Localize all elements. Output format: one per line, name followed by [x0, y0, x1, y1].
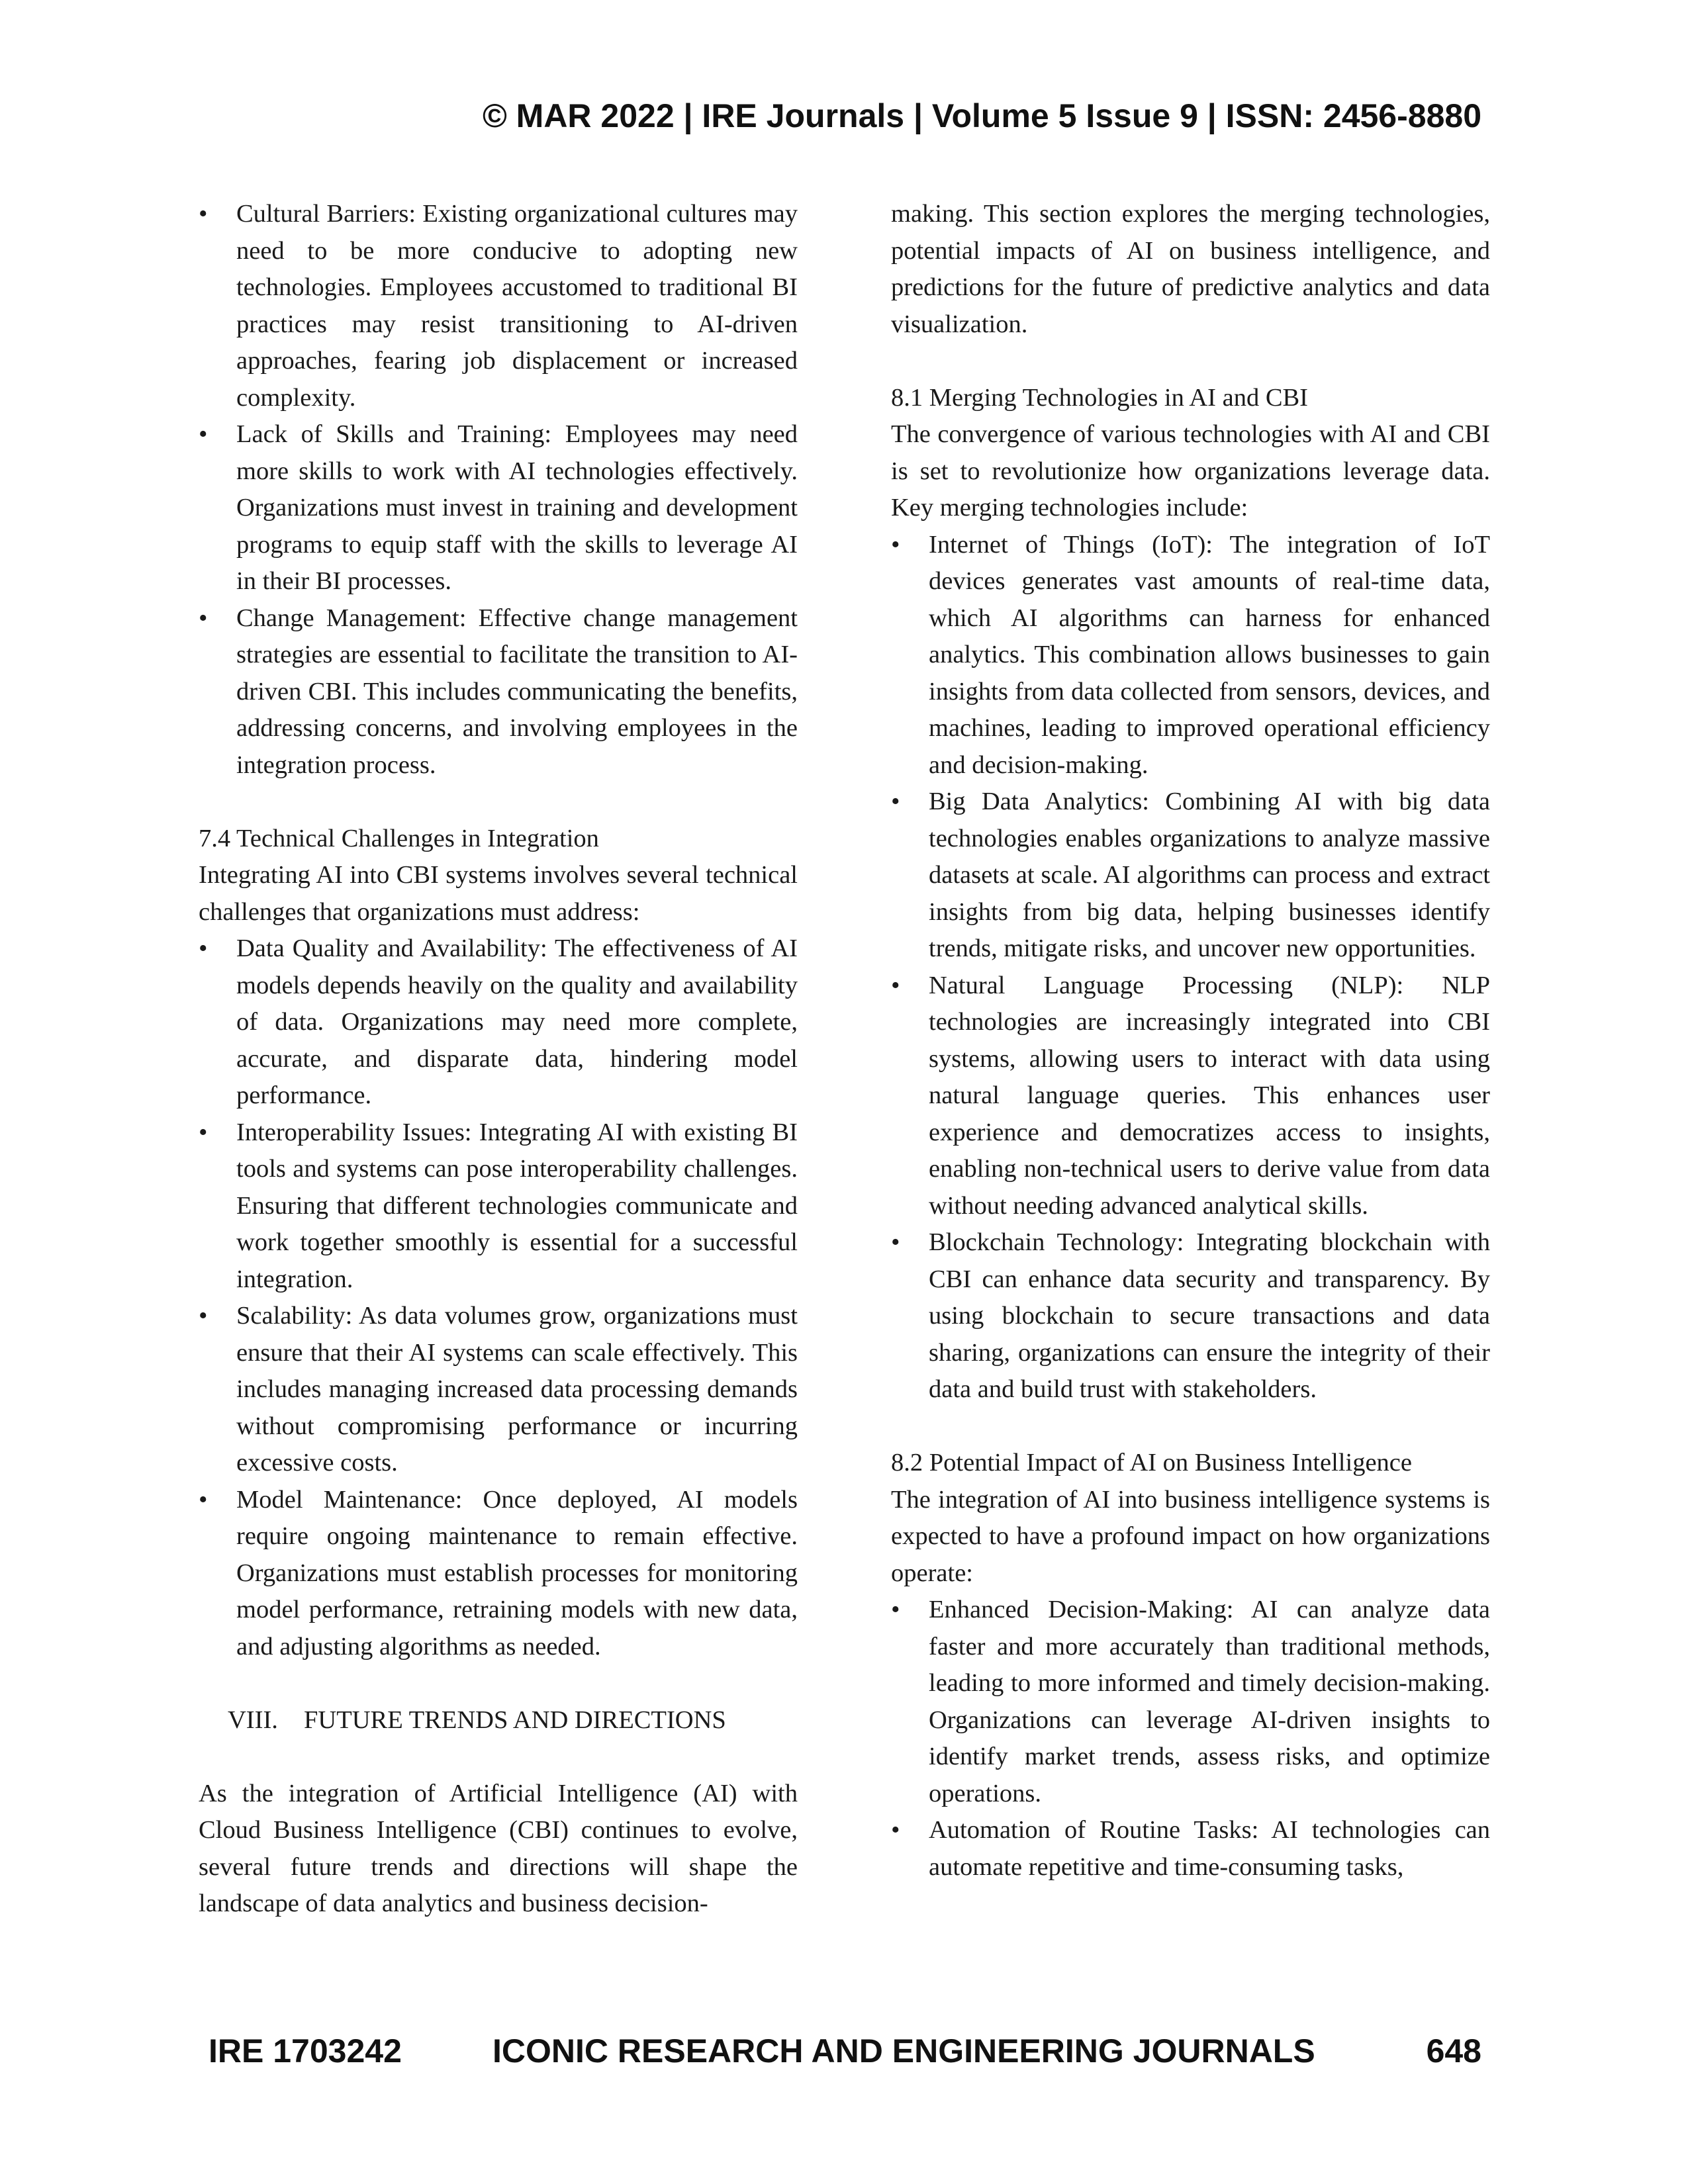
- paragraph: Integrating AI into CBI systems involves several technical challenges that organizations must address:: [199, 861, 798, 926]
- list-item: • Big Data Analytics: Combining AI with big data technologies enables organizations to analyze massive datasets at scale. AI algorithms can process and extract insights from big data, helping businesses identify trends, mitigate risks, and uncover new opportunities.: [891, 784, 1490, 968]
- paper-id: IRE 1703242: [209, 2032, 402, 2070]
- list-item: • Lack of Skills and Training: Employees may need more skills to work with AI technologies effectively. Organizations must invest in training and development programs to equip staff with the skills to leverage AI in their BI processes.: [199, 416, 798, 600]
- right-column: [891, 196, 1490, 1886]
- list-item: • Change Management: Effective change management strategies are essential to facilitate the transition to AI-driven CBI. This includes communicating the benefits, addressing concerns, and involving employees in the integration process.: [199, 600, 798, 784]
- list-item: • Automation of Routine Tasks: AI technologies can automate repetitive and time-consuming tasks,: [891, 1812, 1490, 1886]
- technical-challenges-list: [199, 931, 798, 1665]
- paragraph: making. This section explores the merging technologies, potential impacts of AI on business intelligence, and predictions for the future of predictive analytics and data visualization.: [891, 200, 1490, 338]
- subsection-heading: 7.4 Technical Challenges in Integration: [199, 824, 599, 852]
- subsection-heading: 8.1 Merging Technologies in AI and CBI: [891, 383, 1309, 412]
- journal-footer: [199, 2032, 1481, 2078]
- cultural-challenges-list: [199, 196, 798, 784]
- list-item: • Internet of Things (IoT): The integration of IoT devices generates vast amounts of real-time data, which AI algorithms can harness for enhanced analytics. This combination allows businesses to gain insights from data collected from sensors, devices, and machines, leading to improved operational efficiency and decision-making.: [891, 527, 1490, 784]
- section-number: VIII.: [228, 1706, 278, 1734]
- list-item: • Interoperability Issues: Integrating AI with existing BI tools and systems can pose interoperability challenges. Ensuring that different technologies communicate and work together smoothly is essential for a successful integration.: [199, 1115, 798, 1298]
- list-item: • Data Quality and Availability: The effectiveness of AI models depends heavily on the quality and availability of data. Organizations may need more complete, accurate, and disparate data, hindering model performance.: [199, 931, 798, 1115]
- journal-header: © MAR 2022 | IRE Journals | Volume 5 Issue 9 | ISSN: 2456-8880: [482, 97, 1481, 134]
- impact-list: [891, 1592, 1490, 1886]
- merging-technologies-list: [891, 527, 1490, 1408]
- list-item: • Cultural Barriers: Existing organizational cultures may need to be more conducive to adopting new technologies. Employees accustomed to traditional BI practices may resist transitioning to AI-driven approaches, fearing job displacement or increased complexity.: [199, 196, 798, 416]
- list-item: • Scalability: As data volumes grow, organizations must ensure that their AI systems can scale effectively. This includes managing increased data processing demands without compromising performance or incurring excessive costs.: [199, 1298, 798, 1482]
- journal-name: ICONIC RESEARCH AND ENGINEERING JOURNALS: [492, 2032, 1315, 2070]
- list-item: • Natural Language Processing (NLP): NLP technologies are increasingly integrated into CBI systems, allowing users to interact with data using natural language queries. This enhances user experience and democratizes access to insights, enabling non-technical users to derive value from data without needing advanced analytical skills.: [891, 968, 1490, 1225]
- left-column: [199, 196, 798, 1923]
- paragraph: The integration of AI into business intelligence systems is expected to have a profound impact on how organizations operate:: [891, 1485, 1490, 1587]
- list-item: • Blockchain Technology: Integrating blockchain with CBI can enhance data security and transparency. By using blockchain to secure transactions and data sharing, organizations can ensure the integrity of their data and build trust with stakeholders.: [891, 1224, 1490, 1408]
- page-number: 648: [1426, 2032, 1481, 2070]
- list-item: • Model Maintenance: Once deployed, AI models require ongoing maintenance to remain effective. Organizations must establish processes for monitoring model performance, retraining models with new data, and adjusting algorithms as needed.: [199, 1482, 798, 1666]
- list-item: • Enhanced Decision-Making: AI can analyze data faster and more accurately than traditional methods, leading to more informed and timely decision-making. Organizations can leverage AI-driven insights to identify market trends, assess risks, and optimize operations.: [891, 1592, 1490, 1812]
- section-heading: [199, 1702, 798, 1739]
- paragraph: As the integration of Artificial Intelligence (AI) with Cloud Business Intelligence (CBI) continues to evolve, several future trends and directions will shape the landscape of data analytics and business decision-: [199, 1779, 798, 1917]
- paragraph: The convergence of various technologies with AI and CBI is set to revolutionize how organizations leverage data. Key merging technologies include:: [891, 420, 1490, 522]
- subsection-heading: 8.2 Potential Impact of AI on Business Intelligence: [891, 1449, 1412, 1477]
- section-title: FUTURE TRENDS AND DIRECTIONS: [304, 1706, 726, 1734]
